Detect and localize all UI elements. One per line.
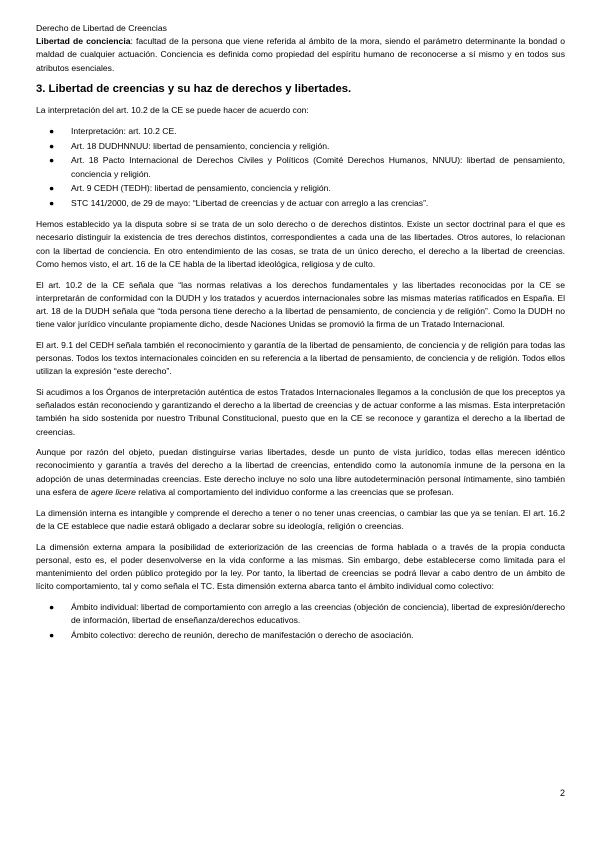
list-item: ● Art. 18 Pacto Internacional de Derechos Civiles y Políticos (Comité Derechos Humanos, NNUU): libertad de pensamiento, conciencia y religión.	[49, 155, 565, 179]
document-header-title: Derecho de Libertad de Creencias	[36, 23, 167, 33]
body-paragraph: El art. 10.2 de la CE señala que “las normas relativas a los derechos fundamentales y las libertades reconocidas por la CE se interpretarán de conformidad con la DUDH y los tratados y acuerdos internacionales sobre las mismas materias ratificados en España. El art. 18 de la DUDH señala que “toda persona tiene derecho a la libertad de pensamiento, de conciencia y de religión”. Como la DUDH no tiene valor jurídico vinculante propiamente dicho, desde Naciones Unidas se promovió la firma de un Tratado Internacional.	[36, 279, 565, 330]
page-number: 2	[559, 788, 565, 798]
intro-text: : facultad de la persona que viene referida al ámbito de la mora, siendo el parámetro determinante la bondad o maldad de cualquier actuación. Conciencia es definida como propiedad del espíritu humano de reconocerse a sí mismo y en todos sus atributos esenciales.	[36, 36, 565, 73]
body-paragraph: Aunque por razón del objeto, puedan distinguirse varias libertades, desde un punto de vista jurídico, todas ellas merecen idéntico reconocimiento y garantía a través del derecho a la libertad de creencias, entendido como la autonomía inmune de la persona en la adopción de unas determinadas creencias. Este derecho incluye no solo una libre autodeterminación personal íntimamente, sino también una esfera de agere licere relativa al comportamiento del individuo conforme a las creencias que se profesan.	[36, 447, 565, 497]
intro-term: Libertad de conciencia	[36, 36, 131, 47]
list-item: ● STC 141/2000, de 29 de mayo: “Libertad de creencias y de actuar con arreglo a las crencias”.	[36, 197, 565, 210]
bullet-icon: ●	[49, 629, 55, 640]
bullet-icon: ●	[49, 601, 55, 612]
scope-list	[36, 601, 565, 642]
document-page	[36, 22, 565, 650]
list-item: ● Interpretación: art. 10.2 CE.	[36, 125, 565, 138]
bullet-icon: ●	[49, 198, 55, 209]
body-paragraph: El art. 9.1 del CEDH señala también el reconocimiento y garantía de la libertad de pensamiento, de conciencia y de religión para todas las personas. Todos los textos internacionales coinciden en su referencia a la libertad de pensamiento, de conciencia y de religión. Todos ellos utilizan la expresión “este derecho”.	[36, 339, 565, 377]
body-paragraph: La dimensión interna es intangible y comprende el derecho a tener o no tener unas creencias, o cambiar las que ya se tenían. El art. 16.2 de la CE establece que nadie estará obligado a declarar sobre su ideología, religión o creencias.	[36, 507, 565, 531]
list-item: ● Ámbito colectivo: derecho de reunión, derecho de manifestación o derecho de asociación.	[36, 629, 565, 642]
section-heading: 3. Libertad de creencias y su haz de derechos y libertades.	[36, 83, 352, 96]
bullet-icon: ●	[49, 140, 55, 151]
bullet-icon: ●	[49, 183, 55, 194]
italic-term: agere licere	[90, 486, 136, 497]
body-paragraph: Hemos establecido ya la disputa sobre si se trata de un solo derecho o de derechos distintos. Existe un sector doctrinal para el que es necesario distinguir la existencia de tres derechos distintos, correspondientes a cada una de las libertades. Otros autores, lo relacionan con la libertad de conciencia. En otro entendimiento de las cosas, se trata de un único derecho, el derecho a la libertad de creencias. Como hemos visto, el art. 16 de la CE habla de la libertad ideológica, religiosa y de culto.	[36, 219, 565, 269]
list-item: ● Art. 9 CEDH (TEDH): libertad de pensamiento, conciencia y religión.	[36, 182, 565, 195]
list-item: ● Ámbito individual: libertad de comportamiento con arreglo a las creencias (objeción de conciencia), libertad de expresión/derecho de información, libertad de enseñanza/derechos educativos.	[49, 601, 565, 626]
list-item: ● Art. 18 DUDHNNUU: libertad de pensamiento, conciencia y religión.	[36, 140, 565, 153]
bullet-icon: ●	[49, 155, 55, 166]
lead-paragraph: La interpretación del art. 10.2 de la CE se puede hacer de acuerdo con:	[36, 105, 309, 116]
body-paragraph: La dimensión externa ampara la posibilidad de exteriorización de las creencias de forma hablada o a través de la propia conducta personal, esto es, el poder desenvolverse en la vida conforme a las mismas. Sin embargo, debe establecerse como limitada para el mantenimiento del orden público protegido por la ley. Por tanto, la libertad de creencias se podrá llevar a cabo dentro de un ámbito de lícito comportamiento, tal y como señala el TC. Esta dimensión externa abarca tanto el ámbito individual como colectivo:	[36, 541, 565, 592]
interpretation-list	[36, 125, 565, 210]
body-paragraph: Si acudimos a los Órganos de interpretación auténtica de estos Tratados Internacionales llegamos a la conclusión de que los preceptos ya señalados están reconociendo y garantizando el derecho a la libertad de creencias y de actuar conforme a las mismas. Esta interpretación también ha sido sostenida por nuestro Tribunal Constitucional, puesto que en la CE se reconoce y garantiza el derecho a la libertad de creencias.	[36, 386, 565, 437]
intro-paragraph	[36, 35, 565, 75]
bullet-icon: ●	[49, 126, 55, 137]
